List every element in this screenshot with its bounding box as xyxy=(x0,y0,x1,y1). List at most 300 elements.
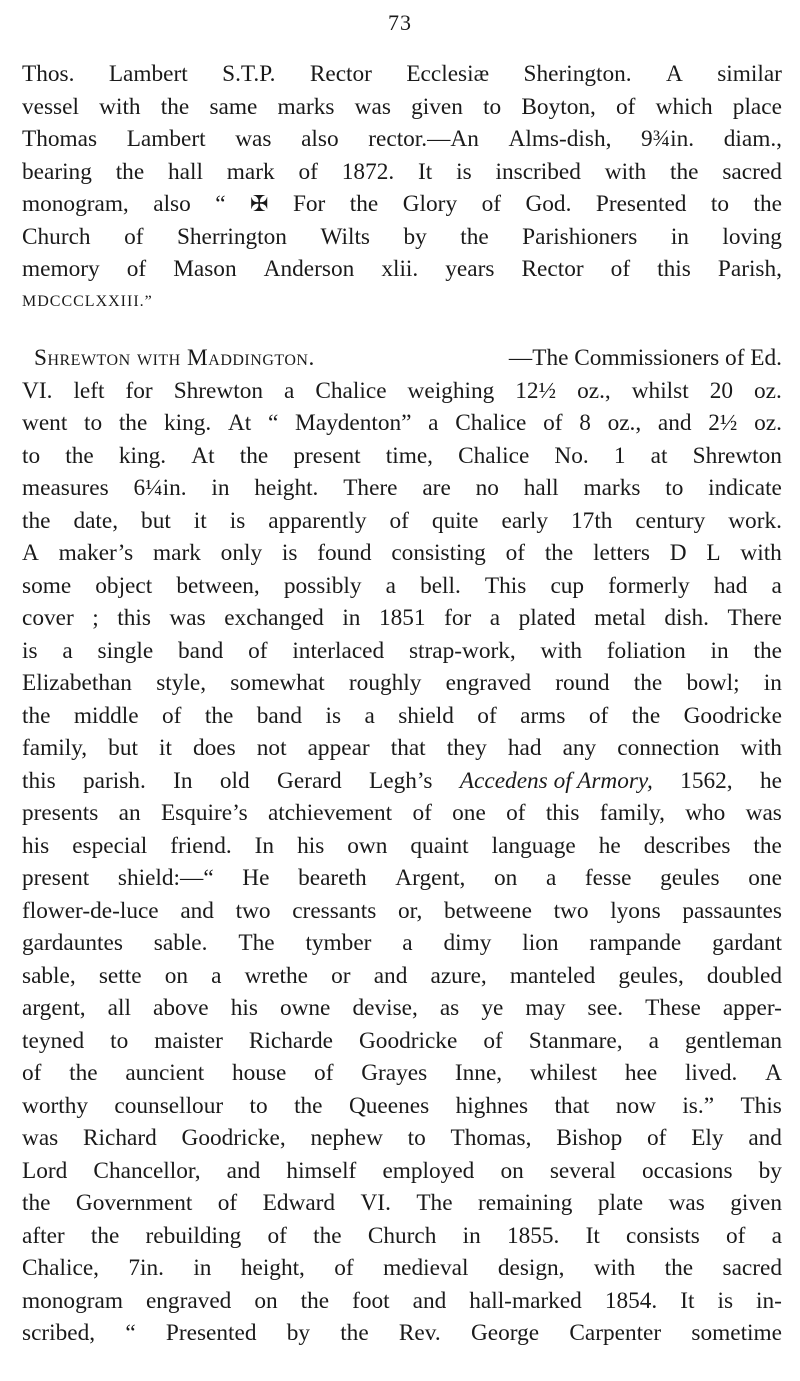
word: Shrewton xyxy=(692,442,782,469)
word: also xyxy=(153,191,191,217)
word: sacred xyxy=(722,1255,782,1281)
word: of xyxy=(298,158,318,185)
word: gardauntes xyxy=(22,930,123,956)
word: He xyxy=(242,865,270,891)
text-line xyxy=(22,58,782,91)
word: At xyxy=(227,410,252,436)
word: family, xyxy=(599,800,665,826)
word: VI. xyxy=(22,377,53,404)
word: his xyxy=(230,995,258,1021)
word: monogram, xyxy=(22,191,129,217)
word: the xyxy=(239,442,269,469)
word: the xyxy=(340,1320,369,1346)
text-line xyxy=(22,927,782,960)
word: There xyxy=(727,605,782,631)
word: and xyxy=(180,897,214,924)
word: doubled xyxy=(706,962,782,989)
word: Government xyxy=(75,1190,193,1216)
word: time, xyxy=(385,442,433,469)
word: Rev. xyxy=(398,1320,441,1346)
word: Esquire’s xyxy=(160,800,248,826)
word: in xyxy=(193,1255,212,1281)
word: are xyxy=(422,475,451,501)
word: argent, xyxy=(22,995,86,1021)
word: Shrewton xyxy=(173,377,263,404)
word: own xyxy=(347,832,388,859)
word: this xyxy=(117,605,151,631)
word: Boyton, xyxy=(521,93,596,120)
word: These xyxy=(645,995,701,1021)
word: Lord xyxy=(22,1157,68,1184)
word: that xyxy=(390,735,426,761)
text-line xyxy=(22,797,782,830)
word: Church xyxy=(367,1222,437,1249)
word: now xyxy=(615,1092,656,1119)
word: Chancellor, xyxy=(93,1157,201,1184)
word: by xyxy=(758,1157,782,1184)
word: he xyxy=(759,767,782,794)
word: is.” xyxy=(682,1092,715,1119)
word: mark xyxy=(226,158,275,185)
word: roughly xyxy=(348,670,422,696)
word: oz., xyxy=(607,410,642,436)
word: hall xyxy=(523,475,559,501)
word: Thomas, xyxy=(450,1125,532,1151)
word: the xyxy=(753,191,782,217)
word: friend. xyxy=(170,832,232,859)
word: arms xyxy=(520,702,566,729)
word: the xyxy=(118,410,148,436)
word: century xyxy=(635,507,706,534)
word: oz., xyxy=(577,377,611,404)
word: Goodricke xyxy=(683,702,782,729)
word: whilst xyxy=(631,377,689,404)
word: ✠ xyxy=(250,191,269,216)
word: of xyxy=(248,637,268,664)
word: found xyxy=(317,540,372,566)
word: Thos. xyxy=(22,61,75,87)
text-line xyxy=(22,1220,782,1253)
word: teyned xyxy=(22,1027,85,1054)
word: parish. xyxy=(83,767,146,794)
word: same xyxy=(209,93,258,120)
word: with xyxy=(604,158,647,185)
word: geules, xyxy=(618,962,684,989)
word: 2½ xyxy=(708,410,738,436)
word: sacred xyxy=(722,158,782,185)
word: single xyxy=(97,637,154,664)
word: was xyxy=(745,800,782,826)
page-number: 73 xyxy=(388,10,412,35)
word: indicate xyxy=(708,475,782,501)
word: the xyxy=(670,158,699,185)
word: shield:—“ xyxy=(117,865,214,891)
word: all xyxy=(107,995,131,1021)
text-line xyxy=(22,895,782,928)
word: house xyxy=(231,1060,287,1086)
word: of xyxy=(483,1027,503,1054)
word: lion xyxy=(522,930,559,956)
word: oz. xyxy=(754,377,782,404)
word: band xyxy=(256,702,303,729)
word: 12½ xyxy=(515,377,557,404)
word: with xyxy=(99,93,141,120)
word: similar xyxy=(717,61,782,87)
word: monogram xyxy=(22,1287,123,1314)
word: hall xyxy=(168,158,203,185)
word: is xyxy=(229,507,246,534)
word: George xyxy=(470,1320,540,1346)
word: two xyxy=(235,897,271,924)
word: 8 xyxy=(579,410,591,436)
word: left xyxy=(73,377,105,404)
word: the xyxy=(349,191,379,217)
word: auncient xyxy=(125,1060,205,1086)
word: whilest xyxy=(529,1060,598,1086)
line-text: —The Commissioners of Ed. xyxy=(508,345,782,371)
word: on xyxy=(164,962,188,989)
word: Parish, xyxy=(717,256,782,282)
word: is xyxy=(22,637,38,664)
word: sette xyxy=(98,962,142,989)
text-line xyxy=(22,156,782,189)
word: a xyxy=(364,702,375,729)
word: In xyxy=(173,767,193,794)
word: no xyxy=(475,475,499,501)
word: object xyxy=(95,572,153,599)
word: Queenes xyxy=(348,1092,430,1119)
word: may xyxy=(525,995,566,1021)
word: Glory xyxy=(402,191,458,217)
word: consists xyxy=(626,1222,700,1249)
word: see. xyxy=(587,995,624,1021)
word: Maydenton” xyxy=(295,410,412,436)
word: Ecclesiæ xyxy=(406,61,490,87)
word: one xyxy=(452,800,486,826)
word: VI. xyxy=(360,1190,391,1216)
word: This xyxy=(484,572,527,599)
word: strap-work, xyxy=(408,637,516,664)
text-line xyxy=(22,221,782,254)
word: is xyxy=(281,540,298,566)
word: or xyxy=(331,962,351,989)
word: Rector xyxy=(309,61,372,87)
word: quite xyxy=(431,507,479,534)
word: describes xyxy=(643,832,731,859)
word: cup xyxy=(550,572,585,599)
word: of xyxy=(126,256,147,282)
word: plate xyxy=(597,1190,644,1216)
text-line xyxy=(22,700,782,733)
word: but xyxy=(141,507,171,534)
word: Argent, xyxy=(395,865,466,891)
word: bowl; xyxy=(686,670,740,696)
word: beareth xyxy=(298,865,367,891)
word: In xyxy=(254,832,275,859)
word: who xyxy=(685,800,726,826)
word: geules xyxy=(660,865,720,891)
word: Edward xyxy=(262,1190,336,1216)
word: a xyxy=(211,962,222,989)
word: to xyxy=(22,442,41,469)
word: had xyxy=(507,735,542,761)
word: a xyxy=(648,1027,659,1054)
word: is xyxy=(456,158,472,185)
word: the xyxy=(22,1190,51,1216)
word: employed xyxy=(382,1157,475,1184)
word: height. xyxy=(254,475,319,501)
word: to xyxy=(483,93,502,120)
word: a xyxy=(402,930,413,956)
word: of xyxy=(314,1060,334,1086)
word: is xyxy=(717,1287,734,1314)
word: and xyxy=(657,410,692,436)
paragraph-church-plate-sherrington-end xyxy=(22,58,782,318)
word: of xyxy=(610,256,631,282)
word: the xyxy=(160,93,190,120)
word: the xyxy=(90,1222,120,1249)
word: 1872. xyxy=(341,158,395,185)
text-line xyxy=(22,1057,782,1090)
word: dimy xyxy=(443,930,492,956)
word: of xyxy=(647,1125,667,1151)
word: not xyxy=(256,735,287,761)
word: A xyxy=(22,540,39,566)
word: weighing xyxy=(407,377,495,404)
word: the xyxy=(313,1222,342,1249)
word: formerly xyxy=(608,572,690,599)
word: some xyxy=(22,572,72,599)
word: bearing xyxy=(22,158,92,185)
word: in xyxy=(462,1222,481,1249)
word: cover xyxy=(22,605,74,631)
word: of xyxy=(217,1190,238,1216)
word: 1851 xyxy=(378,605,426,631)
word: they xyxy=(446,735,487,761)
word: Rector xyxy=(521,256,584,282)
word: his xyxy=(22,832,50,859)
word: loving xyxy=(722,223,782,250)
text-line xyxy=(22,407,782,440)
word: present xyxy=(293,442,361,469)
word: maker’s xyxy=(58,540,134,566)
word: foot xyxy=(352,1287,390,1314)
word: Ely xyxy=(691,1125,724,1151)
word: 20 xyxy=(709,377,734,404)
text-line xyxy=(22,667,782,700)
word: of xyxy=(506,800,526,826)
word: sable. xyxy=(153,930,208,956)
word: Sherrington xyxy=(176,223,287,250)
word: a xyxy=(771,572,782,599)
word: appear xyxy=(307,735,370,761)
word: gentleman xyxy=(684,1027,782,1054)
word: The xyxy=(238,930,275,956)
text-line xyxy=(22,602,782,635)
word: betweene xyxy=(443,897,532,924)
word: to xyxy=(249,1092,268,1119)
text-line xyxy=(22,830,782,863)
word: It xyxy=(680,1287,695,1314)
word: his xyxy=(297,832,325,859)
word: and xyxy=(373,962,408,989)
word: memory xyxy=(22,256,100,282)
word: a xyxy=(545,865,557,891)
text-line xyxy=(22,1155,782,1188)
word: the xyxy=(631,702,661,729)
word: highnes xyxy=(455,1092,529,1119)
text-line xyxy=(22,862,782,895)
word: style, xyxy=(156,670,207,696)
word: family, xyxy=(22,735,88,761)
word: height, xyxy=(240,1255,305,1281)
word: the xyxy=(460,223,489,250)
word: rector.—An xyxy=(368,126,479,152)
word: this xyxy=(22,767,56,794)
word: Chalice xyxy=(458,442,530,469)
word: It xyxy=(418,158,433,185)
word: in xyxy=(342,605,361,631)
word: Thomas xyxy=(22,126,98,152)
word: sable, xyxy=(22,962,76,989)
word: measures xyxy=(22,475,109,501)
word: band xyxy=(177,637,224,664)
word: 9¾in. xyxy=(641,126,695,152)
word: of xyxy=(412,800,432,826)
word: and xyxy=(748,1125,782,1151)
word: language xyxy=(491,832,576,859)
word: shield xyxy=(398,702,454,729)
word: quaint xyxy=(410,832,469,859)
word: remaining xyxy=(477,1190,573,1216)
word: was xyxy=(668,1190,705,1216)
word: hee xyxy=(624,1060,658,1086)
section-heading: Shrewton with Maddington. xyxy=(34,345,315,371)
word: It xyxy=(585,1222,600,1249)
text-line xyxy=(22,286,782,319)
word: Inne, xyxy=(454,1060,503,1086)
word: manteled xyxy=(509,962,596,989)
word: of xyxy=(505,540,526,566)
word: maister xyxy=(154,1027,223,1054)
word: azure, xyxy=(430,962,487,989)
word: in xyxy=(763,670,782,696)
word: foliation xyxy=(606,637,686,664)
word: inscribed xyxy=(495,158,581,185)
word: scribed, xyxy=(22,1320,96,1346)
word: work. xyxy=(728,507,782,534)
word: this xyxy=(545,800,580,826)
word: of xyxy=(725,1222,746,1249)
word: dish. xyxy=(664,605,710,631)
word: of xyxy=(162,702,182,729)
word: connection xyxy=(617,735,720,761)
word: the xyxy=(633,670,663,696)
word: “ xyxy=(267,410,279,436)
text-line xyxy=(22,440,782,473)
word: that xyxy=(554,1092,590,1119)
word: any xyxy=(562,735,597,761)
word: of xyxy=(616,93,636,120)
word: in xyxy=(211,475,230,501)
word: date, xyxy=(73,507,119,534)
word: to xyxy=(84,410,103,436)
text-line xyxy=(22,91,782,124)
word: it xyxy=(159,735,172,761)
paragraph-first-line xyxy=(22,342,782,375)
word: 7in. xyxy=(128,1255,164,1281)
word: oz. xyxy=(754,410,782,436)
word: occasions xyxy=(641,1157,733,1184)
word: the xyxy=(753,832,782,859)
word: consisting xyxy=(391,540,486,566)
word: mark xyxy=(153,540,201,566)
word: of xyxy=(124,223,144,250)
word: Lambert xyxy=(126,126,206,152)
word: was xyxy=(22,1125,59,1151)
word: “ xyxy=(125,1320,136,1346)
word: Grayes xyxy=(361,1060,428,1086)
word: possibly xyxy=(283,572,362,599)
word: Lambert xyxy=(108,61,188,87)
text-line xyxy=(22,1317,782,1350)
text-line xyxy=(22,765,782,798)
word: and xyxy=(226,1157,261,1184)
word: For xyxy=(292,191,326,217)
word: fesse xyxy=(584,865,632,891)
word: by xyxy=(286,1320,310,1346)
word: diam., xyxy=(723,126,782,152)
word: the xyxy=(294,1092,323,1119)
word: on xyxy=(254,1287,278,1314)
word: exchanged xyxy=(224,605,324,631)
word: rampande xyxy=(589,930,682,956)
word: of xyxy=(481,191,501,217)
word: of xyxy=(267,1222,287,1249)
word: middle xyxy=(73,702,139,729)
word: the xyxy=(65,442,94,469)
word: engraved xyxy=(145,1287,232,1314)
text-line xyxy=(22,1187,782,1220)
word: Presented xyxy=(595,191,687,217)
word: after xyxy=(22,1222,65,1249)
word: is xyxy=(325,702,342,729)
word: with xyxy=(540,637,582,664)
word: Stanmare, xyxy=(528,1027,623,1054)
text-line xyxy=(22,1122,782,1155)
word: MDCCCLXXIII.” xyxy=(22,292,153,310)
text-line xyxy=(22,253,782,286)
text-line xyxy=(22,732,782,765)
word: worthy xyxy=(22,1092,89,1119)
word: Bishop xyxy=(556,1125,623,1151)
word: to xyxy=(710,191,730,217)
word: Mason xyxy=(173,256,237,282)
text-line xyxy=(22,505,782,538)
word: Accedens of Armory, xyxy=(459,767,653,794)
word: ; xyxy=(92,605,99,631)
word: years xyxy=(445,256,495,282)
word: sometime xyxy=(691,1320,782,1346)
word: the xyxy=(664,1255,694,1281)
word: on xyxy=(500,1157,524,1184)
word: the xyxy=(115,158,145,185)
word: 1 xyxy=(613,442,626,469)
word: lived. xyxy=(684,1060,738,1086)
word: was xyxy=(235,126,272,152)
word: Sherington. xyxy=(523,61,632,87)
word: given xyxy=(411,93,463,120)
